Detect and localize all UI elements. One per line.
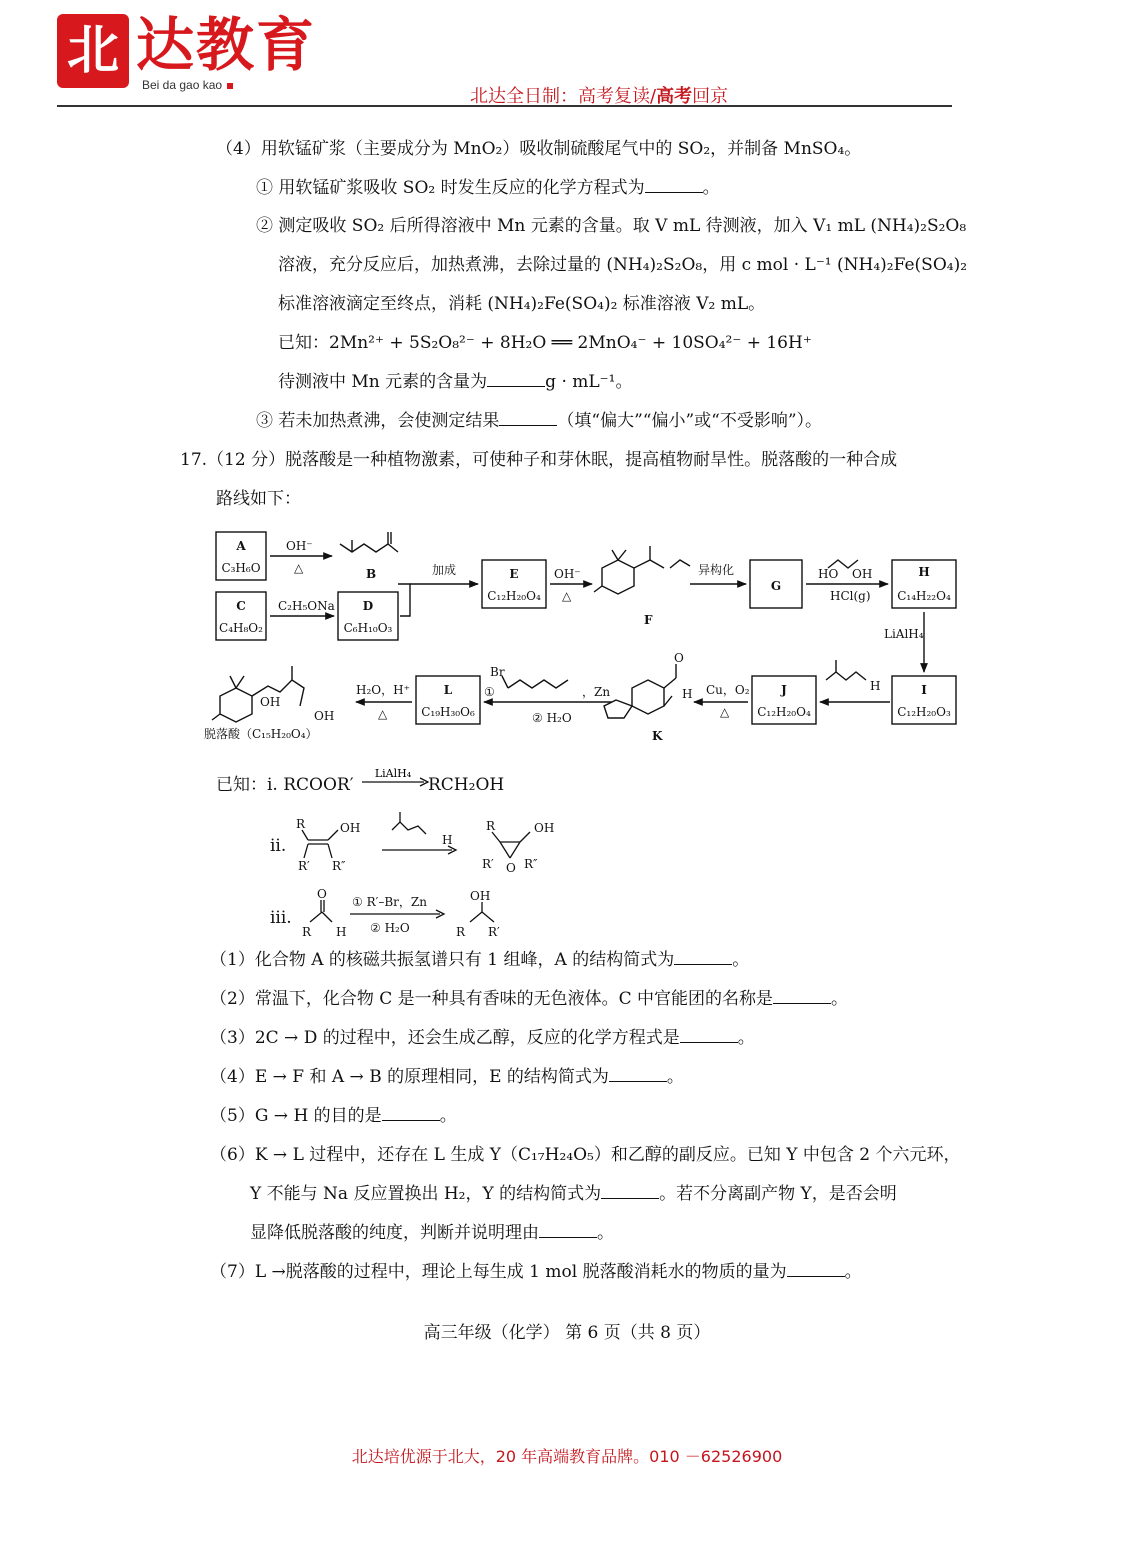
label-aba-oh1: OH (260, 695, 281, 709)
q17-q3-text: （3）2C → D 的过程中，还会生成乙醇，反应的化学方程式是 (210, 1028, 680, 1048)
known-ii-r: R (296, 817, 306, 831)
formula-C: C₄H₈O₂ (219, 621, 263, 635)
q17-question-2 (210, 987, 848, 1011)
q17-q6b-text: Y 不能与 Na 反应置换出 H₂，Y 的结构简式为 (250, 1184, 602, 1204)
known-ii-p-r: R (486, 819, 496, 833)
q17-q1-text: （1）化合物 A 的核磁共振氢谱只有 1 组峰，A 的结构简式为 (210, 950, 675, 970)
known-ii-r2: R″ (332, 859, 346, 873)
q17-question-6-line1 (210, 1143, 960, 1167)
structure-tbhp (826, 672, 866, 680)
structure-bromoester (508, 680, 568, 688)
answer-blank (609, 1067, 667, 1082)
logo-subtitle-text: Bei da gao kao (142, 78, 223, 92)
reagent-oh: OH (852, 567, 873, 581)
reagent-step1: ① (484, 685, 495, 699)
reagent-delta-4: △ (378, 707, 388, 721)
reagent-delta-2: △ (562, 589, 572, 603)
known-i-product: RCH₂OH (428, 775, 505, 795)
label-J: J (781, 683, 787, 697)
q17-q7-text: （7）L →脱落酸的过程中，理论上每生成 1 mol 脱落酸消耗水的物质的量为 (210, 1262, 787, 1282)
q17-q7-end: 。 (844, 1262, 862, 1282)
q17-question-5 (210, 1104, 457, 1128)
q17-q6c-end: 。 (597, 1223, 614, 1243)
reagent-delta-3: △ (720, 705, 730, 719)
q17-question-1 (210, 948, 749, 972)
label-br: Br (490, 665, 505, 679)
label-G: G (770, 579, 782, 593)
q17-q2-text: （2）常温下，化合物 C 是一种具有香味的无色液体。C 中官能团的名称是 (210, 989, 774, 1009)
label-aldehyde-h: H (682, 687, 693, 701)
known-i-reactant: RCOOR′ (283, 775, 354, 795)
formula-I: C₁₂H₂₀O₃ (897, 705, 951, 719)
q16-sub1-text: ① 用软锰矿浆吸收 SO₂ 时发生反应的化学方程式为 (256, 178, 645, 198)
label-D: D (362, 599, 374, 613)
known-ii-p-oh: OH (534, 821, 555, 835)
answer-blank (773, 989, 831, 1004)
label-B: B (366, 567, 377, 581)
label-aba-oh2: OH (314, 709, 335, 723)
known-iii-reagent1: ① R′–Br，Zn (352, 895, 427, 909)
reagent-step2: ② H₂O (532, 711, 572, 725)
q17-q6-text: （6）K → L 过程中，还存在 L 生成 Y（C₁₇H₂₄O₅）和乙醇的副反应。已知 Y 中包含 2 个六元环， (210, 1145, 961, 1165)
q17-q6b-end: 。若不分离副产物 Y，是否会明 (659, 1184, 897, 1204)
reagent-ho: HO (818, 567, 839, 581)
reagent-oh-1: OH⁻ (286, 539, 313, 553)
logo-seal: 北 (57, 14, 129, 88)
q16-sub2-line1: ② 测定吸收 SO₂ 后所得溶液中 Mn 元素的含量。取 V mL 待测液，加入 V₁ mL (NH₄)₂S₂O₈ (256, 216, 967, 236)
structure-K (632, 680, 664, 714)
formula-D: C₆H₁₀O₃ (343, 621, 393, 635)
q16-known: 已知：2Mn²⁺ + 5S₂O₈²⁻ + 8H₂O ══ 2MnO₄⁻ + 10SO₄²⁻ + 16H⁺ (278, 333, 812, 353)
known-iii-r: R (302, 925, 312, 939)
structure-ABA (220, 688, 252, 722)
label-aba-name: 脱落酸（C₁₅H₂₀O₄） (204, 727, 318, 741)
known-ii-oh: OH (340, 821, 361, 835)
label-C: C (236, 599, 246, 613)
reagent-delta-1: △ (294, 561, 304, 575)
q16-sub2-line2: 溶液，充分反应后，加热煮沸，去除过量的 (NH₄)₂S₂O₈，用 c mol · L⁻¹ (NH₄)₂Fe(SO₄)₂ (278, 255, 968, 275)
known-iii-p-oh: OH (470, 889, 491, 903)
formula-A: C₃H₆O (221, 561, 261, 575)
q16-content (278, 370, 632, 394)
label-F: F (644, 613, 653, 627)
answer-blank (539, 1223, 597, 1238)
answer-blank (645, 178, 703, 193)
reagent-hcl: HCl(g) (830, 589, 871, 603)
q17-intro-line2: 路线如下： (216, 489, 301, 509)
label-k-o: O (674, 651, 684, 665)
known-iii-reagent2: ② H₂O (370, 921, 410, 935)
known-i-arrow (360, 766, 430, 788)
known-i-reagent: LiAlH₄ (374, 767, 412, 780)
q17-q3-end: 。 (737, 1028, 755, 1048)
label-A: A (236, 539, 246, 553)
q17-q2-end: 。 (831, 989, 849, 1009)
known-ii-p-r1: R′ (482, 857, 494, 871)
reagent-tbhp-h: H (870, 679, 881, 693)
known-iii-o: O (317, 888, 327, 901)
q17-q4-text: （4）E → F 和 A → B 的原理相同，E 的结构简式为 (210, 1067, 609, 1087)
formula-H: C₁₄H₂₂O₄ (897, 589, 951, 603)
known-iii-label: iii. (270, 908, 292, 928)
q16-sub3-pre: ③ 若未加热煮沸，会使测定结果 (256, 411, 500, 431)
q16-part4: （4）用软锰矿浆（主要成分为 MnO₂）吸收制硫酸尾气中的 SO₂，并制备 MnSO₄。 (216, 139, 862, 159)
known-i-label: 已知：i. (216, 775, 278, 795)
label-L: L (443, 683, 453, 697)
known-ii-label: ii. (270, 836, 287, 856)
q16-sub1 (256, 176, 720, 200)
structure-F (602, 560, 634, 594)
reagent-zn: ，Zn (582, 685, 611, 699)
q16-content-post: g · mL⁻¹。 (545, 372, 633, 392)
logo-text: 达教育 (136, 11, 317, 79)
reagent-c2h5ona: C₂H₅ONa (278, 599, 335, 613)
answer-blank (382, 1106, 440, 1121)
formula-J: C₁₂H₂₀O₄ (757, 705, 811, 719)
known-iii-scheme (300, 888, 520, 940)
reagent-isomerization: 异构化 (698, 563, 735, 577)
q17-question-7 (210, 1260, 862, 1284)
q17-q5-text: （5）G → H 的目的是 (210, 1106, 382, 1126)
logo-subtitle (142, 78, 233, 92)
tagline-post: 回京 (692, 86, 729, 107)
answer-blank (499, 411, 557, 426)
label-I: I (921, 683, 927, 697)
advertisement: 北达培优源于北大，20 年高端教育品牌。010 －62526900 (351, 1447, 783, 1466)
answer-blank (601, 1184, 659, 1199)
reagent-oh-2: OH⁻ (554, 567, 581, 581)
q17-q5-end: 。 (439, 1106, 457, 1126)
q16-sub3-post: （填“偏大”“偏小”或“不受影响”）。 (557, 411, 823, 431)
q17-question-6-line2 (250, 1182, 897, 1206)
synthesis-scheme (200, 520, 980, 760)
q17-q6c-text: 显降低脱落酸的纯度，判断并说明理由 (250, 1223, 539, 1243)
logo-square-icon (227, 83, 233, 89)
known-ii-r1: R′ (298, 859, 310, 873)
tagline-pre: 北达全日制：高考复读/ (470, 86, 657, 107)
header-divider (57, 105, 952, 107)
known-iii-p-r1: R′ (488, 925, 500, 939)
answer-blank (487, 372, 545, 387)
answer-blank (674, 950, 732, 965)
q17-q1-end: 。 (732, 950, 750, 970)
known-ii-tbhp-h: H (442, 833, 453, 847)
reagent-addition: 加成 (432, 563, 457, 577)
q16-content-pre: 待测液中 Mn 元素的含量为 (278, 372, 488, 392)
formula-E: C₁₂H₂₀O₄ (487, 589, 541, 603)
q16-sub3 (256, 409, 822, 433)
tagline-bold: 高考 (656, 86, 693, 107)
q17-intro-line1: 17.（12 分）脱落酸是一种植物激素，可使种子和芽休眠，提高植物耐旱性。脱落酸的一种合成 (180, 450, 898, 470)
formula-L: C₁₉H₃₀O₆ (421, 705, 475, 719)
answer-blank (787, 1262, 845, 1277)
reagent-lialh4: LiAlH₄ (884, 627, 924, 641)
q17-question-6-line3 (250, 1221, 614, 1245)
answer-blank (680, 1028, 738, 1043)
reagent-h2o-h: H₂O，H⁺ (356, 683, 410, 697)
known-ii-p-o: O (506, 861, 516, 875)
q17-question-3 (210, 1026, 755, 1050)
label-K: K (652, 729, 663, 743)
known-i (216, 773, 354, 797)
q17-question-4 (210, 1065, 684, 1089)
known-ii-scheme (292, 810, 582, 882)
q17-q4-end: 。 (666, 1067, 684, 1087)
q16-sub2-line3: 标准溶液滴定至终点，消耗 (NH₄)₂Fe(SO₄)₂ 标准溶液 V₂ mL。 (278, 294, 766, 314)
known-ii-p-r2: R″ (524, 857, 538, 871)
known-iii-h: H (336, 925, 347, 939)
label-E: E (509, 567, 519, 581)
structure-B (340, 544, 388, 552)
q16-sub1-end: 。 (702, 178, 720, 198)
label-H: H (918, 565, 930, 579)
reagent-cu-o2: Cu，O₂ (706, 683, 750, 697)
known-iii-p-r: R (456, 925, 466, 939)
page-footer: 高三年级（化学） 第 6 页（共 8 页） (423, 1323, 711, 1343)
